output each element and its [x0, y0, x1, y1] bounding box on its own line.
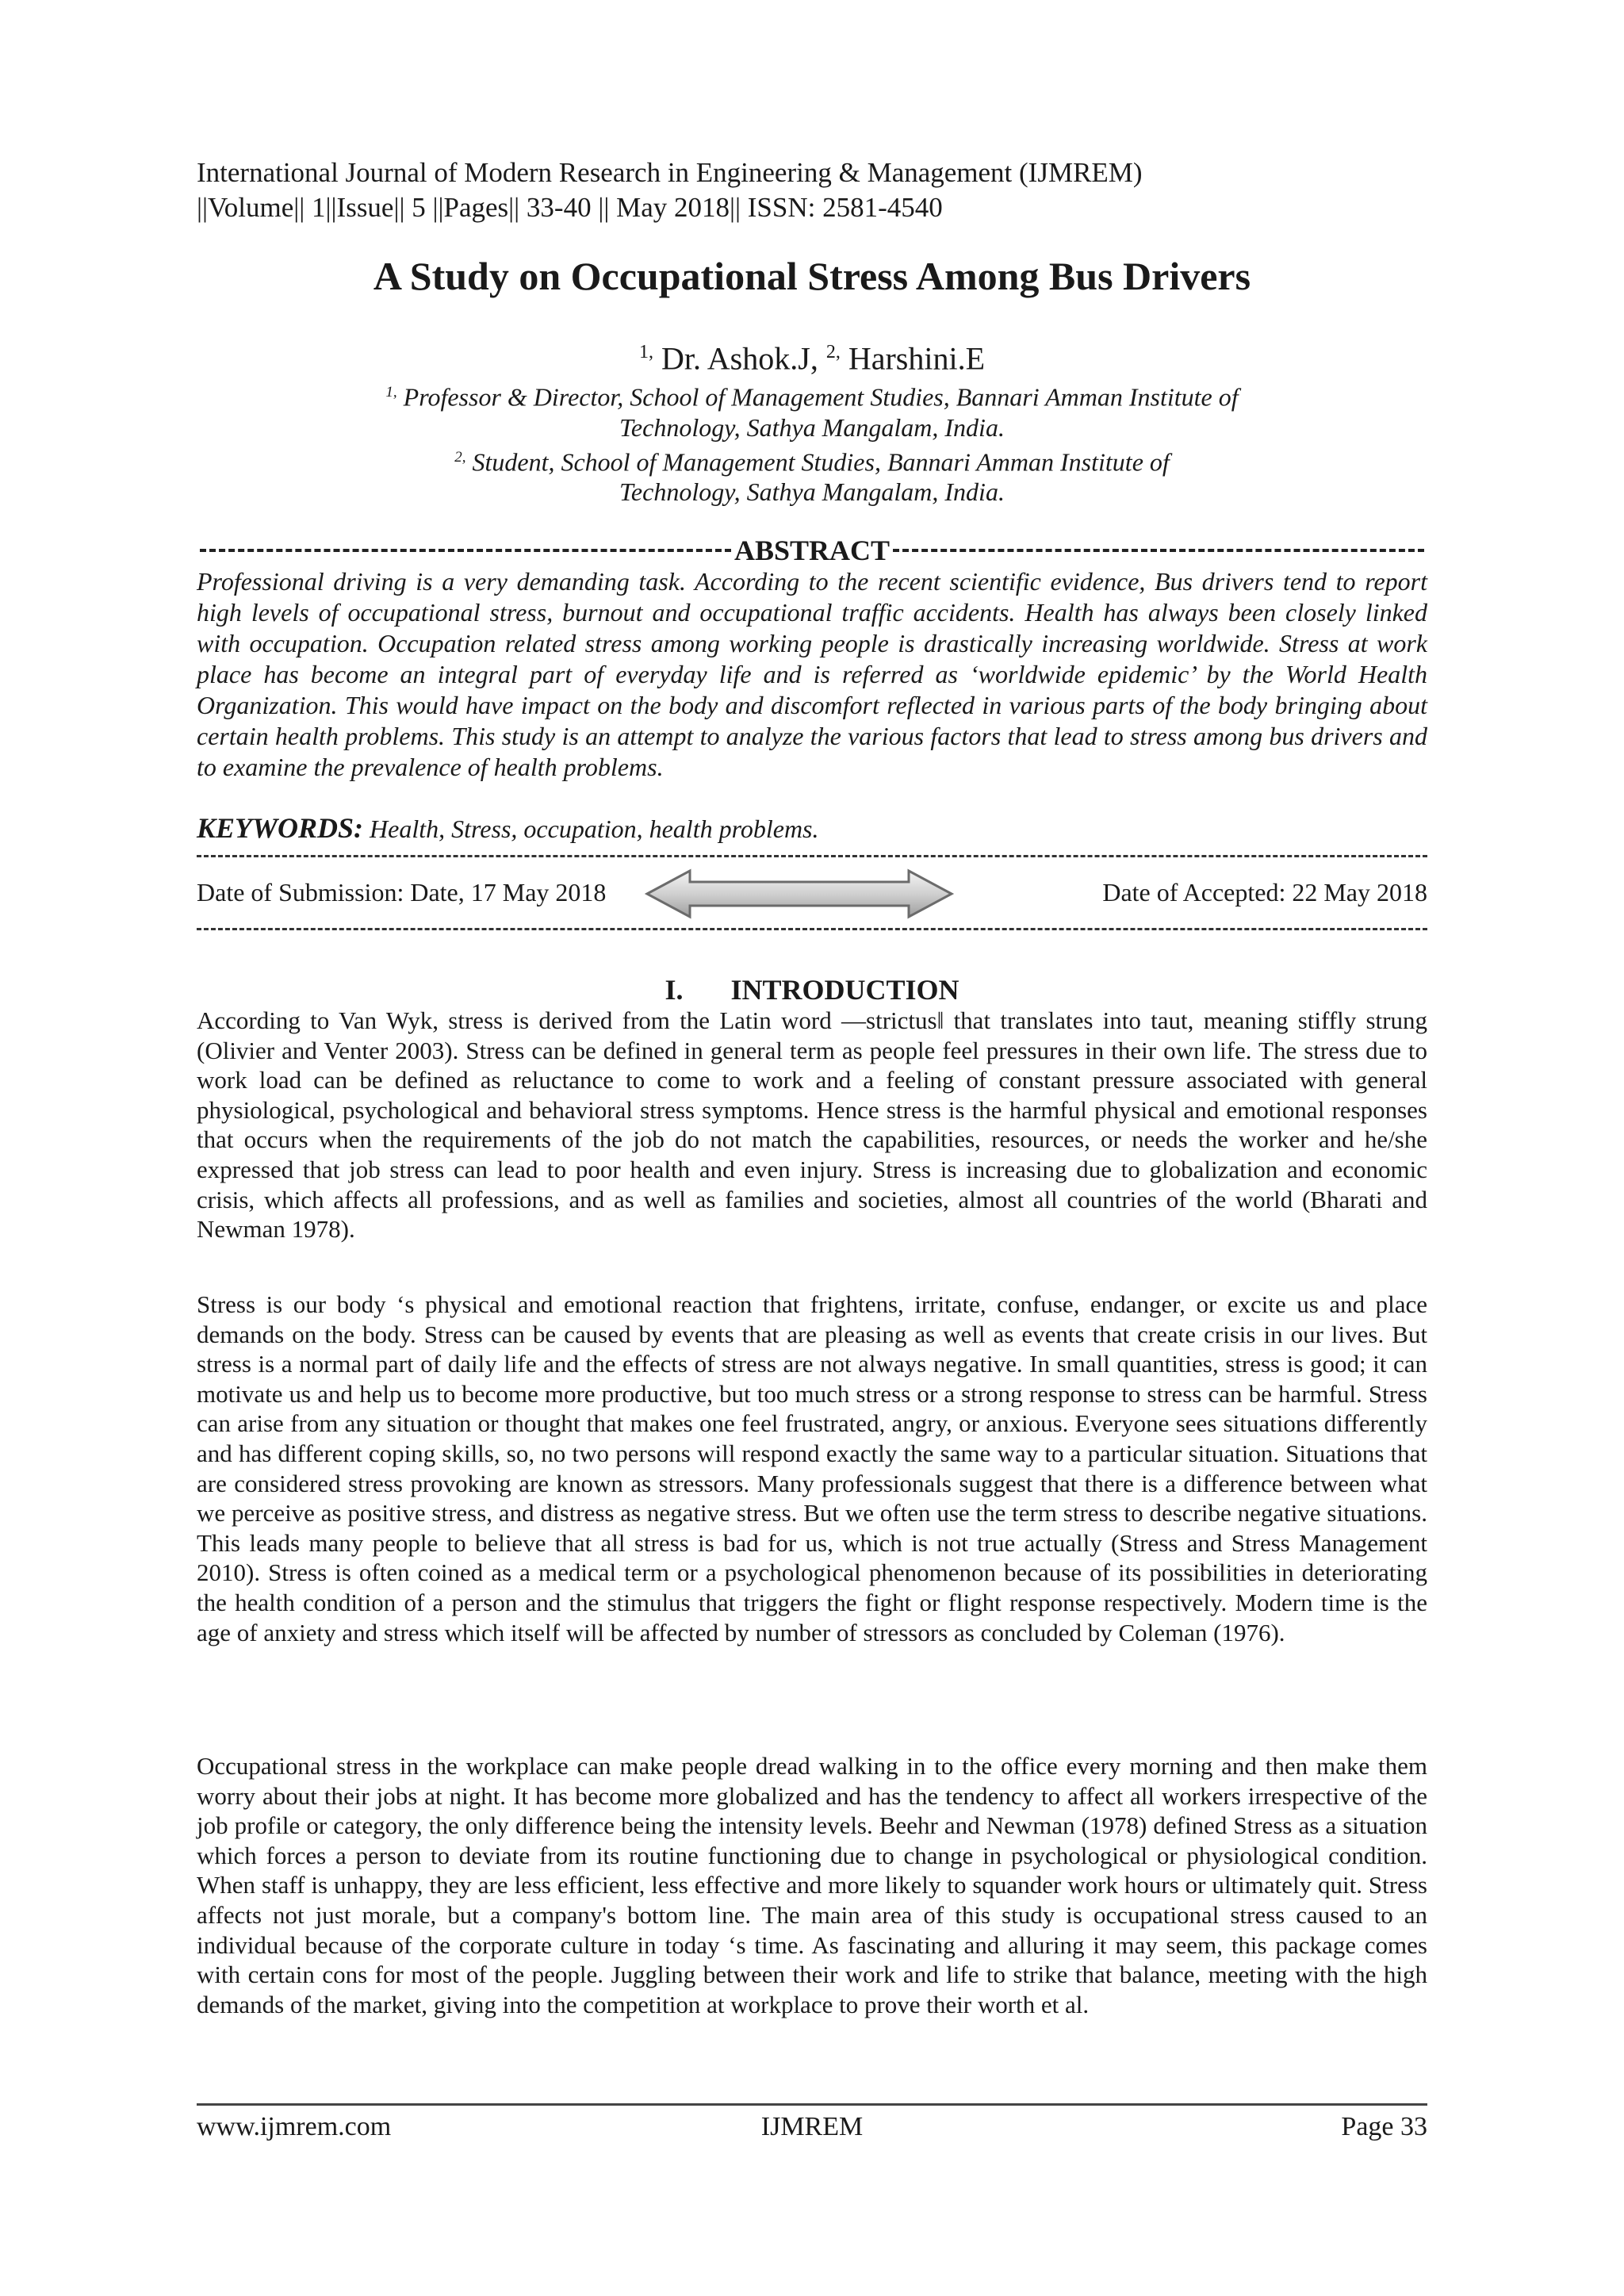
keywords-line: [197, 812, 1427, 845]
footer-rule: [197, 2103, 1427, 2106]
abstract-rule-right: [893, 549, 1424, 552]
section-title: INTRODUCTION: [730, 974, 959, 1006]
journal-header: [197, 155, 1427, 225]
keywords-label: KEYWORDS:: [197, 812, 364, 844]
accepted-date: Date of Accepted: 22 May 2018: [1102, 878, 1427, 907]
affiliation2-line2: Technology, Sathya Mangalam, India.: [619, 477, 1005, 507]
affiliation2-marker: 2,: [454, 448, 466, 466]
affiliations: [197, 378, 1427, 507]
journal-issue-info: ||Volume|| 1||Issue|| 5 ||Pages|| 33-40 || May 2018|| ISSN: 2581-4540: [197, 192, 943, 223]
journal-name: International Journal of Modern Research in Engineering & Management (IJMREM): [197, 157, 1143, 188]
page-footer: [197, 2111, 1427, 2143]
paper-title: A Study on Occupational Stress Among Bus Drivers: [373, 254, 1251, 298]
author2-marker: 2,: [825, 342, 841, 362]
footer-page-number: Page 33: [1341, 2112, 1427, 2141]
section-number: I.: [665, 974, 684, 1006]
intro-paragraph-1: According to Van Wyk, stress is derived from the Latin word ―strictus‖ that translates into taut, meaning stiffly strung (Olivier and Venter 2003). Stress can be defined in general term as people feel pressures in their own life. The stress due to work load can be defined as reluctance to come to work and a feeling of constant pressure associated with general physiological, psychological and behavioral stress symptoms. Hence stress is the harmful physical and emotional responses that occurs when the requirements of the job do not match the capabilities, resources, or needs the worker and he/she expressed that job stress can lead to poor health and even injury. Stress is increasing due to globalization and economic crisis, which affects all professions, and as well as families and societies, almost all countries of the world (Bharati and Newman 1978).: [197, 1006, 1427, 1244]
keywords-text: Health, Stress, occupation, health problems.: [370, 815, 819, 843]
author2-name: Harshini.E: [848, 340, 985, 377]
affiliation1-marker: 1,: [385, 384, 397, 401]
intro-paragraph-3: Occupational stress in the workplace can make people dread walking in to the office every morning and then make them worry about their jobs at night. It has become more globalized and has the tendency to affect all workers irrespective of the job profile or category, the only difference being the intensity levels. Beehr and Newman (1978) defined Stress as a situation which forces a person to deviate from its routine functioning due to change in psychological or physiological condition. When staff is unhappy, they are less efficient, less effective and more likely to squander work hours or ultimately quit. Stress affects not just morale, but a company's bottom line. The main area of this study is occupational stress caused to an individual because of the corporate culture in today ‘s time. As fascinating and alluring it may seem, this package comes with certain cons for most of the people. Juggling between their work and life to strike that balance, meeting with the high demands of the market, giving into the competition at workplace to prove their worth et al.: [197, 1752, 1427, 2018]
footer-journal: IJMREM: [760, 2112, 864, 2141]
footer-website: www.ijmrem.com: [197, 2112, 392, 2141]
abstract-heading: ABSTRACT: [733, 535, 891, 566]
abstract-text: Professional driving is a very demanding task. According to the recent scientific evidence, Bus drivers tend to report high levels of occupational stress, burnout and occupational traffic accidents. Health has always been closely linked with occupation. Occupation related stress among working people is drastically increasing worldwide. Stress at work place has become an integral part of everyday life and is referred as ‘worldwide epidemic’ by the World Health Organization. This would have impact on the body and discomfort reflected in various parts of the body bringing about certain health problems. This study is an attempt to analyze the various factors that lead to stress among bus drivers and to examine the prevalence of health problems.: [197, 567, 1427, 781]
dash-separator-top: [197, 855, 1427, 857]
author1-marker: 1,: [639, 342, 653, 362]
affiliation2-line1: $^{2,}$ Student, School of Management Studies, Bannari Amman Institute of: [454, 447, 1170, 477]
double-arrow-icon: [644, 868, 955, 920]
affiliation1-line1: $^{1,}$ Professor & Director, School of Management Studies, Bannari Amman Institute of: [385, 382, 1239, 412]
author-line: [197, 332, 1427, 378]
dash-separator-bottom: [197, 928, 1427, 930]
author1-name: Dr. Ashok.J,: [661, 340, 818, 377]
abstract-rule-left: [200, 549, 731, 552]
intro-paragraph-2: Stress is our body ‘s physical and emotional reaction that frightens, irritate, confuse, endanger, or excite us and place demands on the body. Stress can be caused by events that are pleasing as well as events that create crisis in our lives. But stress is a normal part of daily life and the effects of stress are not always negative. In small quantities, stress is good; it can motivate us and help us to become more productive, but too much stress or a strong response to stress can be harmful. Stress can arise from any situation or thought that makes one feel frustrated, angry, or anxious. Everyone sees situations differently and has different coping skills, so, no two persons will respond exactly the same way to a particular situation. Situations that are considered stress provoking are known as stressors. Many professionals suggest that there is a difference between what we perceive as positive stress, and distress as negative stress. But we often use the term stress to describe negative situations. This leads many people to believe that all stress is bad for us, which is not true actually (Stress and Stress Management 2010). Stress is often coined as a medical term or a psychological phenomenon because of its possibilities in deteriorating the health condition of a person and the stimulus that triggers the fight or flight response respectively. Modern time is the age of anxiety and stress which itself will be affected by number of stressors as concluded by Coleman (1976).: [197, 1290, 1427, 1646]
section-heading-introduction: [197, 972, 1427, 1007]
submission-date: Date of Submission: Date, 17 May 2018: [197, 878, 607, 907]
abstract-heading-row: [197, 533, 1427, 568]
affiliation1-line2: Technology, Sathya Mangalam, India.: [619, 412, 1005, 442]
